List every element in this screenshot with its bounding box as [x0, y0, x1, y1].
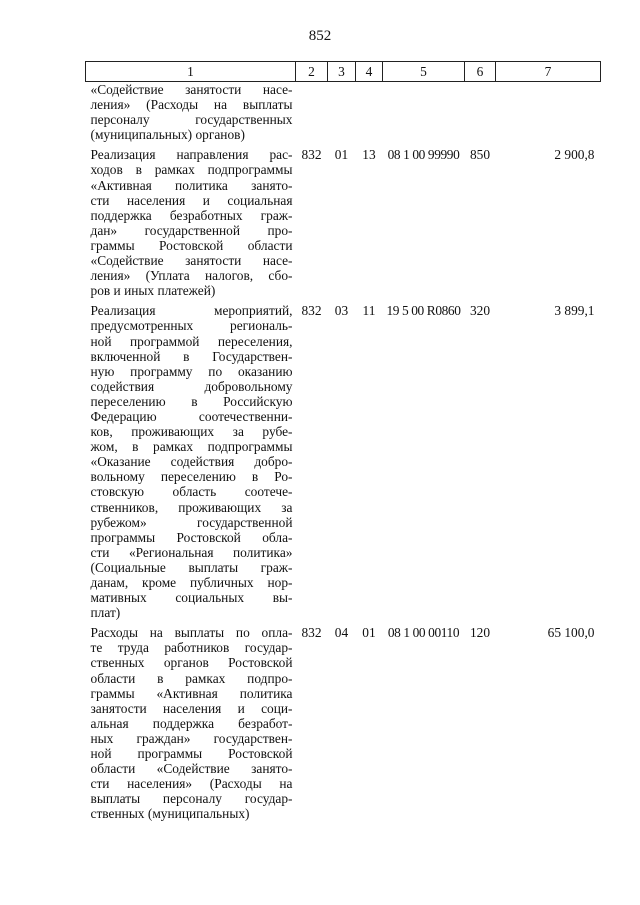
target-article-code: 08 1 00 00110 [387, 625, 460, 641]
page-number: 852 [308, 28, 332, 44]
description-line: ления» (Расходы на выплаты [90, 97, 293, 113]
description-line: сти населения» (Расходы на [90, 776, 293, 792]
target-article-code: 08 1 00 99990 [387, 147, 460, 163]
table-header-row [86, 62, 601, 82]
table-row [86, 147, 601, 303]
subsection-code: 11 [362, 303, 376, 319]
table-row [86, 82, 601, 148]
description-line: ных граждан» государствен- [90, 730, 293, 746]
amount-value: 2 900,8 [554, 147, 595, 163]
description-line: (Социальные выплаты граж- [90, 559, 293, 575]
description-line: предусмотренных региональ- [90, 318, 293, 334]
description-line: включенной в Государствен- [90, 348, 293, 364]
description-line: ной программы Ростовской [90, 746, 293, 762]
amount-value: 65 100,0 [547, 625, 595, 641]
description-line: плат) [90, 605, 121, 621]
description-line: ходов в рамках подпрограммы [90, 162, 293, 178]
expense-type-code [465, 82, 496, 148]
description-line: мативных социальных вы- [90, 590, 293, 606]
description-line: персоналу государственных [90, 112, 293, 128]
description-line: содействия добровольному [90, 378, 293, 394]
description-line: альная поддержка безработ- [90, 715, 293, 731]
row-description [86, 303, 296, 625]
description-line: те труда работников государ- [90, 640, 293, 656]
description-line: области «Содействие занято- [90, 761, 293, 777]
header-cell: 2 [296, 62, 328, 82]
description-line: ственников, проживающих за [90, 499, 293, 515]
row-description [86, 147, 296, 303]
expense-type-code: 120 [469, 625, 491, 641]
description-line: рубежом» государственной [90, 514, 293, 530]
description-line: Расходы на выплаты по опла- [90, 625, 293, 641]
description-line: «Содействие занятости насе- [90, 82, 293, 97]
section-code: 03 [334, 303, 349, 319]
expense-type-code: 850 [469, 147, 491, 163]
description-line: ков, проживающих за рубе- [90, 424, 293, 440]
description-line: выплаты персоналу государ- [90, 791, 293, 807]
header-cell: 4 [356, 62, 383, 82]
description-line: программы Ростовской обла- [90, 529, 293, 545]
description-line: ления» (Уплата налогов, сбо- [90, 268, 293, 284]
header-cell: 5 [383, 62, 465, 82]
description-line: переселению в Российскую [90, 393, 293, 409]
amount-value: 3 899,1 [554, 303, 595, 319]
description-line: поддержка безработных граж- [90, 207, 293, 223]
description-line: ной программой переселения, [90, 333, 293, 349]
description-line: Реализация направления рас- [90, 147, 293, 163]
description-line: ров и иных платежей) [90, 283, 216, 299]
description-line: (муниципальных) органов) [90, 127, 245, 143]
description-line: дан» государственной про- [90, 222, 293, 238]
budget-table [85, 61, 601, 827]
description-line: ственных органов Ростовской [90, 655, 293, 671]
header-cell: 7 [496, 62, 601, 82]
description-line: граммы «Активная политика [90, 685, 293, 701]
header-cell: 6 [465, 62, 496, 82]
ministry-code [296, 82, 328, 148]
description-line: занятости населения и соци- [90, 700, 293, 716]
description-line: ственных (муниципальных) [90, 806, 250, 822]
description-line: ную программу по оказанию [90, 363, 293, 379]
header-cell: 3 [328, 62, 356, 82]
row-description [86, 625, 296, 826]
row-description [86, 82, 296, 148]
section-code: 01 [334, 147, 349, 163]
table-row [86, 625, 601, 826]
section-code [328, 82, 356, 148]
ministry-code: 832 [301, 147, 322, 163]
subsection-code: 01 [362, 625, 376, 641]
description-line: стовскую область соотече- [90, 484, 293, 500]
ministry-code: 832 [301, 625, 322, 641]
amount-value [496, 82, 601, 148]
section-code: 04 [334, 625, 349, 641]
target-article-code: 19 5 00 R0860 [386, 303, 461, 319]
description-line: граммы Ростовской области [90, 237, 293, 253]
subsection-code: 13 [362, 147, 376, 163]
description-line: области в рамках подпро- [90, 670, 293, 686]
header-cell: 1 [86, 62, 296, 82]
description-line: сти населения и социальная [90, 192, 293, 208]
description-line: «Содействие занятости насе- [90, 253, 293, 269]
description-line: Реализация мероприятий, [90, 303, 293, 319]
description-line: сти «Региональная политика» [90, 544, 293, 560]
description-line: данам, кроме публичных нор- [90, 575, 293, 590]
description-line: «Активная политика занято- [90, 177, 293, 193]
description-line: Федерацию соотечественни- [90, 408, 293, 424]
description-line: жом, в рамках подпрограммы [90, 439, 293, 455]
expense-type-code: 320 [469, 303, 491, 319]
target-article-code [383, 82, 465, 148]
table-row [86, 303, 601, 625]
description-line: «Оказание содействия добро- [90, 454, 293, 470]
description-line: вольному переселению в Ро- [90, 469, 293, 485]
ministry-code: 832 [301, 303, 322, 319]
subsection-code [356, 82, 383, 148]
